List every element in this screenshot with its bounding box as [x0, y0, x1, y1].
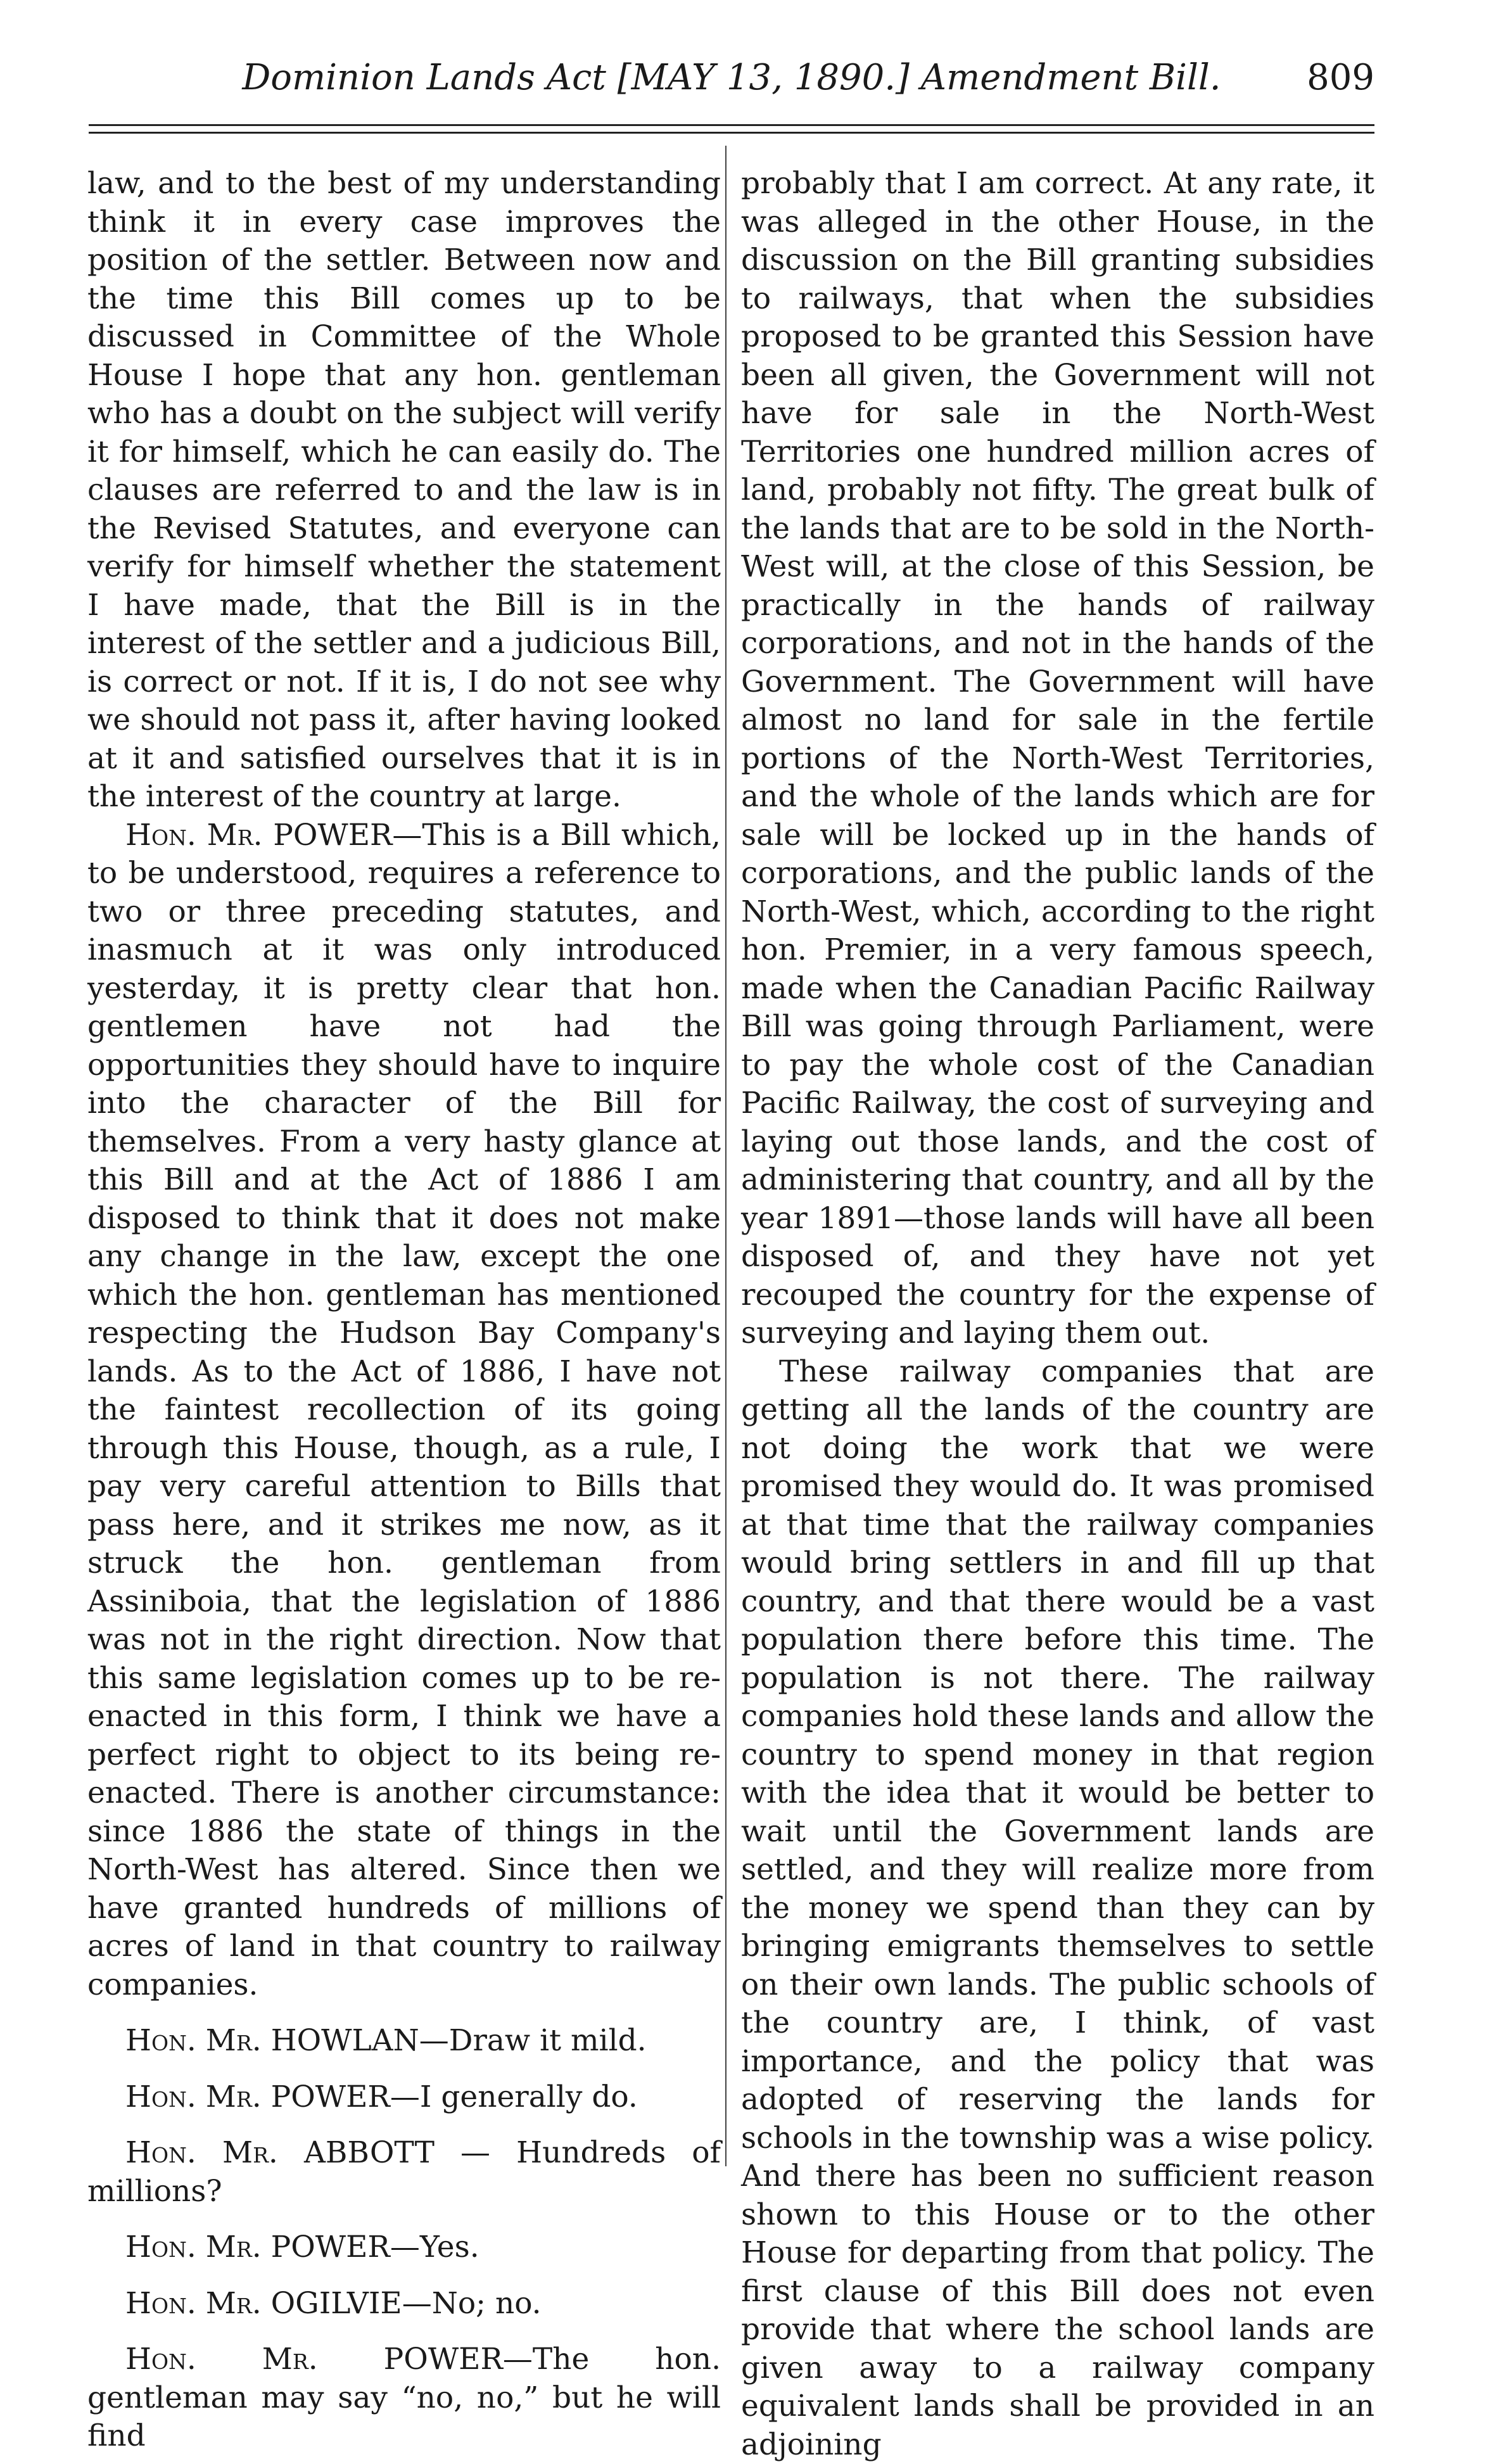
running-title: Dominion Lands Act [MAY 13, 1890.] Amendment Bill.	[89, 57, 1374, 98]
paragraph-text: These railway companies that are getting all the lands of the country are not doing the work that we were promised they would do. It was promised at that time that the railway companies would bring settlers in and fill up that country, and that there would be a vast population there before this time. The population is not there. The railway companies hold these lands and allow the country to spend money in that region with the idea that it would be better to wait until the Government lands are settled, and they will realize more from the money we spend than they can by bringing emigrants themselves to settle on their own lands. The public schools of the country are, I think, of vast importance, and the policy that was adopted of reserving the lands for schools in the township was a wise policy. And there has been no sufficient reason shown to this House or to the other House for departing from that policy. The first clause of this Bill does not even provide that where the school lands are given away to a railway company equivalent lands shall be provided in an adjoining	[741, 1354, 1374, 2462]
paragraph	[741, 165, 1374, 1353]
speaker-name: Hon. Mr. POWER	[125, 2230, 390, 2264]
speech-text: —No; no.	[402, 2286, 542, 2321]
paragraph-text: law, and to the best of my understanding think it in every case improves the position of the settler. Between now and the time this Bill comes up to be discussed in Committee of the Whole House I hope that any hon. gentleman who has a doubt on the subject will verify it for himself, which he can easily do. The clauses are referred to and the law is in the Revised Statutes, and everyone can verify for himself whether the statement I have made, that the Bill is in the interest of the settler and a judicious Bill, is correct or not. If it is, I do not see why we should not pass it, after having looked at it and satisfied ourselves that it is in the interest of the country at large.	[87, 166, 721, 814]
speaker-name: Hon. Mr. POWER	[125, 2342, 503, 2377]
speech-paragraph	[87, 2078, 721, 2117]
left-column	[87, 165, 721, 2456]
page-header	[89, 57, 1374, 108]
speech-paragraph	[87, 2285, 721, 2323]
speech-paragraph	[87, 2228, 721, 2267]
speech-text: —The hon. gentleman may say “no, no,” but he will find	[87, 2342, 721, 2453]
speech-paragraph	[87, 2022, 721, 2061]
speaker-name: Hon. Mr. OGILVIE	[125, 2286, 402, 2321]
speech-paragraph	[87, 2340, 721, 2456]
speaker-name: Hon. Mr. ABBOTT	[125, 2135, 435, 2170]
paragraph	[741, 1353, 1374, 2464]
speaker-name: Hon. Mr. HOWLAN	[125, 2023, 419, 2058]
right-column	[741, 165, 1374, 2464]
header-rule-top	[89, 124, 1374, 126]
header-rule-bottom	[89, 132, 1374, 134]
page-number: 809	[1307, 57, 1374, 98]
paragraph-text: probably that I am correct. At any rate, it was alleged in the other House, in the discussion on the Bill granting subsidies to railways, that when the subsidies proposed to be granted this Session have been all given, the Government will not have for sale in the North-West Territories one hundred million acres of land, probably not fifty. The great bulk of the lands that are to be sold in the North-West will, at the close of this Session, be practically in the hands of railway corporations, and not in the hands of the Government. The Government will have almost no land for sale in the fertile portions of the North-West Territories, and the whole of the lands which are for sale will be locked up in the hands of corporations, and the public lands of the North-West, which, according to the right hon. Premier, in a very famous speech, made when the Canadian Pacific Railway Bill was going through Parliament, were to pay the whole cost of the Canadian Pacific Railway, the cost of surveying and laying out those lands, and the cost of administering that country, and all by the year 1891—those lands will have all been disposed of, and they have not yet recouped the country for the expense of surveying and laying them out.	[741, 166, 1374, 1350]
speaker-name: Hon. Mr. POWER	[125, 818, 392, 853]
speech-paragraph	[87, 816, 721, 2005]
speech-paragraph	[87, 2134, 721, 2211]
column-divider	[725, 146, 726, 2166]
speech-text: —Yes.	[390, 2230, 479, 2264]
speaker-name: Hon. Mr. POWER	[125, 2080, 390, 2114]
speech-text: —This is a Bill which, to be understood, requires a reference to two or three preceding statutes, and inasmuch at it was only introduced yesterday, it is pretty clear that hon. gentlemen have not had the opportunities they should have to inquire into the character of the Bill for themselves. From a very hasty glance at this Bill and at the Act of 1886 I am disposed to think that it does not make any change in the law, except the one which the hon. gentleman has mentioned respecting the Hudson Bay Company's lands. As to the Act of 1886, I have not the faintest recollection of its going through this House, though, as a rule, I pay very careful attention to Bills that pass here, and it strikes me now, as it struck the hon. gentleman from Assiniboia, that the legislation of 1886 was not in the right direction. Now that this same legislation comes up to be re-enacted in this form, I think we have a perfect right to object to its being re-enacted. There is another circumstance: since 1886 the state of things in the North-West has altered. Since then we have granted hundreds of millions of acres of land in that country to railway companies.	[87, 818, 721, 2002]
speech-text: —Draw it mild.	[419, 2023, 647, 2058]
speech-text: —I generally do.	[390, 2080, 638, 2114]
speech-text: — Hundreds of millions?	[87, 2135, 721, 2209]
paragraph	[87, 165, 721, 816]
